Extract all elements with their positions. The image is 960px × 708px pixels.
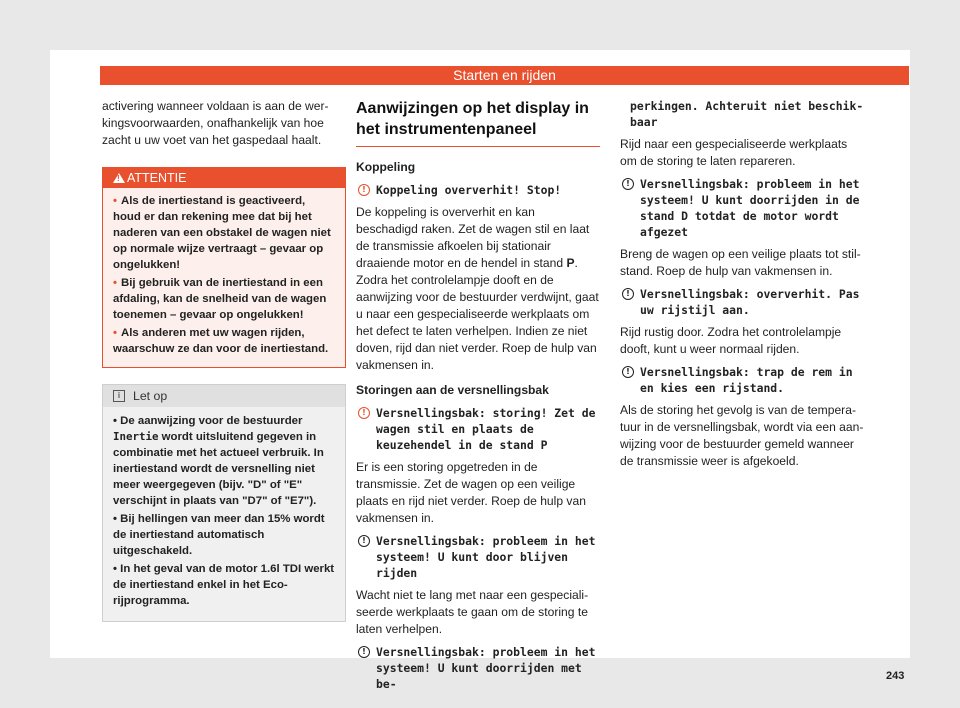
warning-triangle-icon bbox=[113, 173, 125, 183]
bullet-icon: • bbox=[113, 327, 117, 339]
tip-header bbox=[103, 385, 345, 407]
section-title: Aanwijzingen op het display in het instrumentenpaneel bbox=[356, 98, 600, 147]
column-left bbox=[102, 98, 346, 622]
page-number: 243 bbox=[886, 670, 905, 682]
display-message: ! Koppeling oververhit! Stop! bbox=[356, 182, 600, 198]
info-circle-icon: ! bbox=[358, 535, 370, 547]
display-message: ! Versnellingsbak: probleem in het systeem! U kunt doorrijden in de stand D totdat de motor wordt afgezet bbox=[620, 176, 866, 240]
attention-header bbox=[103, 168, 345, 188]
display-message: ! Versnellingsbak: oververhit. Pas uw rijstijl aan. bbox=[620, 286, 866, 318]
tip-box bbox=[102, 384, 346, 622]
chapter-header: Starten en rijden bbox=[100, 66, 909, 85]
subheading-koppeling: Koppeling bbox=[356, 160, 416, 174]
body-text: De koppeling is oververhit en kan beschadigd raken. Zet de wagen stil en laat de transmissie afkoelen bij stationair draaiende motor en de hendel in stand P. Zodra het controlelampje dooft en de aanwijzing voor de bestuurder verdwijnt, gaat u naar een gespecialiseerde werkplaats om het defect te laten verhelpen. Indien ze niet doven, rijd dan niet verder. Roep de hulp van vakmensen in. bbox=[356, 205, 599, 372]
display-message: ! Versnellingsbak: probleem in het systeem! U kunt doorrijden met be- bbox=[356, 644, 600, 692]
tip-item: • In het geval van de motor 1.6l TDI werkt de inertiestand enkel in het Eco-rijprogramma. bbox=[113, 563, 335, 607]
column-right bbox=[620, 98, 866, 470]
warning-icon: ! bbox=[358, 184, 370, 196]
column-middle bbox=[356, 98, 600, 698]
body-text: Wacht niet te lang met naar een gespecialiseerde werkplaats te gaan om de storing te laten verhelpen. bbox=[356, 588, 589, 636]
info-circle-icon: ! bbox=[622, 178, 634, 190]
info-icon: i bbox=[113, 390, 125, 402]
warning-icon: ! bbox=[358, 407, 370, 419]
attention-item: • Bij gebruik van de inertiestand in een afdaling, kan de snelheid van de wagen toenemen – gevaar op ongelukken! bbox=[113, 277, 327, 321]
tip-body bbox=[103, 407, 345, 621]
tip-item: • Bij hellingen van meer dan 15% wordt de inertiestand automatisch uitgeschakeld. bbox=[113, 513, 325, 557]
display-message: ! Versnellingsbak: trap de rem in en kies een rijstand. bbox=[620, 364, 866, 396]
bullet-icon: • bbox=[113, 195, 117, 207]
info-circle-icon: ! bbox=[358, 646, 370, 658]
attention-box bbox=[102, 167, 346, 368]
body-text: Als de storing het gevolg is van de temperatuur in de versnellingsbak, wordt via een aanwijzing voor de bestuurder gemeld wanneer de transmissie weer is afgekoeld. bbox=[620, 403, 864, 468]
body-text: Breng de wagen op een veilige plaats tot stilstand. Roep de hulp van vakmensen in. bbox=[620, 247, 861, 278]
bullet-icon: • bbox=[113, 277, 117, 289]
attention-title: ATTENTIE bbox=[127, 171, 187, 185]
display-message-continued: perkingen. Achteruit niet beschikbaar bbox=[630, 99, 864, 129]
page bbox=[50, 50, 910, 691]
subheading-storingen: Storingen aan de versnellingsbak bbox=[356, 383, 549, 397]
intro-text: activering wanneer voldaan is aan de werkingsvoorwaarden, onafhankelijk van hoe zacht u uw voet van het gaspedaal haalt. bbox=[102, 99, 329, 147]
info-circle-icon: ! bbox=[622, 288, 634, 300]
attention-item: • Als anderen met uw wagen rijden, waarschuw ze dan voor de inertiestand. bbox=[113, 327, 329, 355]
tip-title: Let op bbox=[133, 389, 168, 403]
info-circle-icon: ! bbox=[622, 366, 634, 378]
display-message: ! Versnellingsbak: probleem in het systeem! U kunt door blijven rijden bbox=[356, 533, 600, 581]
body-text: Rijd rustig door. Zodra het controlelampje dooft, kunt u weer normaal rijden. bbox=[620, 325, 842, 356]
display-message: ! Versnellingsbak: storing! Zet de wagen stil en plaats de keuzehendel in de stand P bbox=[356, 405, 600, 453]
tip-item: • De aanwijzing voor de bestuurder Inertie wordt uitsluitend gegeven in combinatie met het actueel verbruik. In inertiestand wordt de versnelling niet meer weergegeven (bijv. "D" of "E" verschijnt in plaats van "D7" of "E7"). bbox=[113, 415, 324, 507]
attention-item: • Als de inertiestand is geactiveerd, houd er dan rekening mee dat bij het naderen van een obstakel de wagen niet op normale wijze vertraagt – gevaar op ongelukken! bbox=[113, 195, 331, 271]
attention-body bbox=[103, 188, 345, 367]
body-text: Er is een storing opgetreden in de transmissie. Zet de wagen op een veilige plaats en rijd niet verder. Roep de hulp van vakmensen in. bbox=[356, 460, 586, 525]
body-text: Rijd naar een gespecialiseerde werkplaats om de storing te laten repareren. bbox=[620, 137, 848, 168]
